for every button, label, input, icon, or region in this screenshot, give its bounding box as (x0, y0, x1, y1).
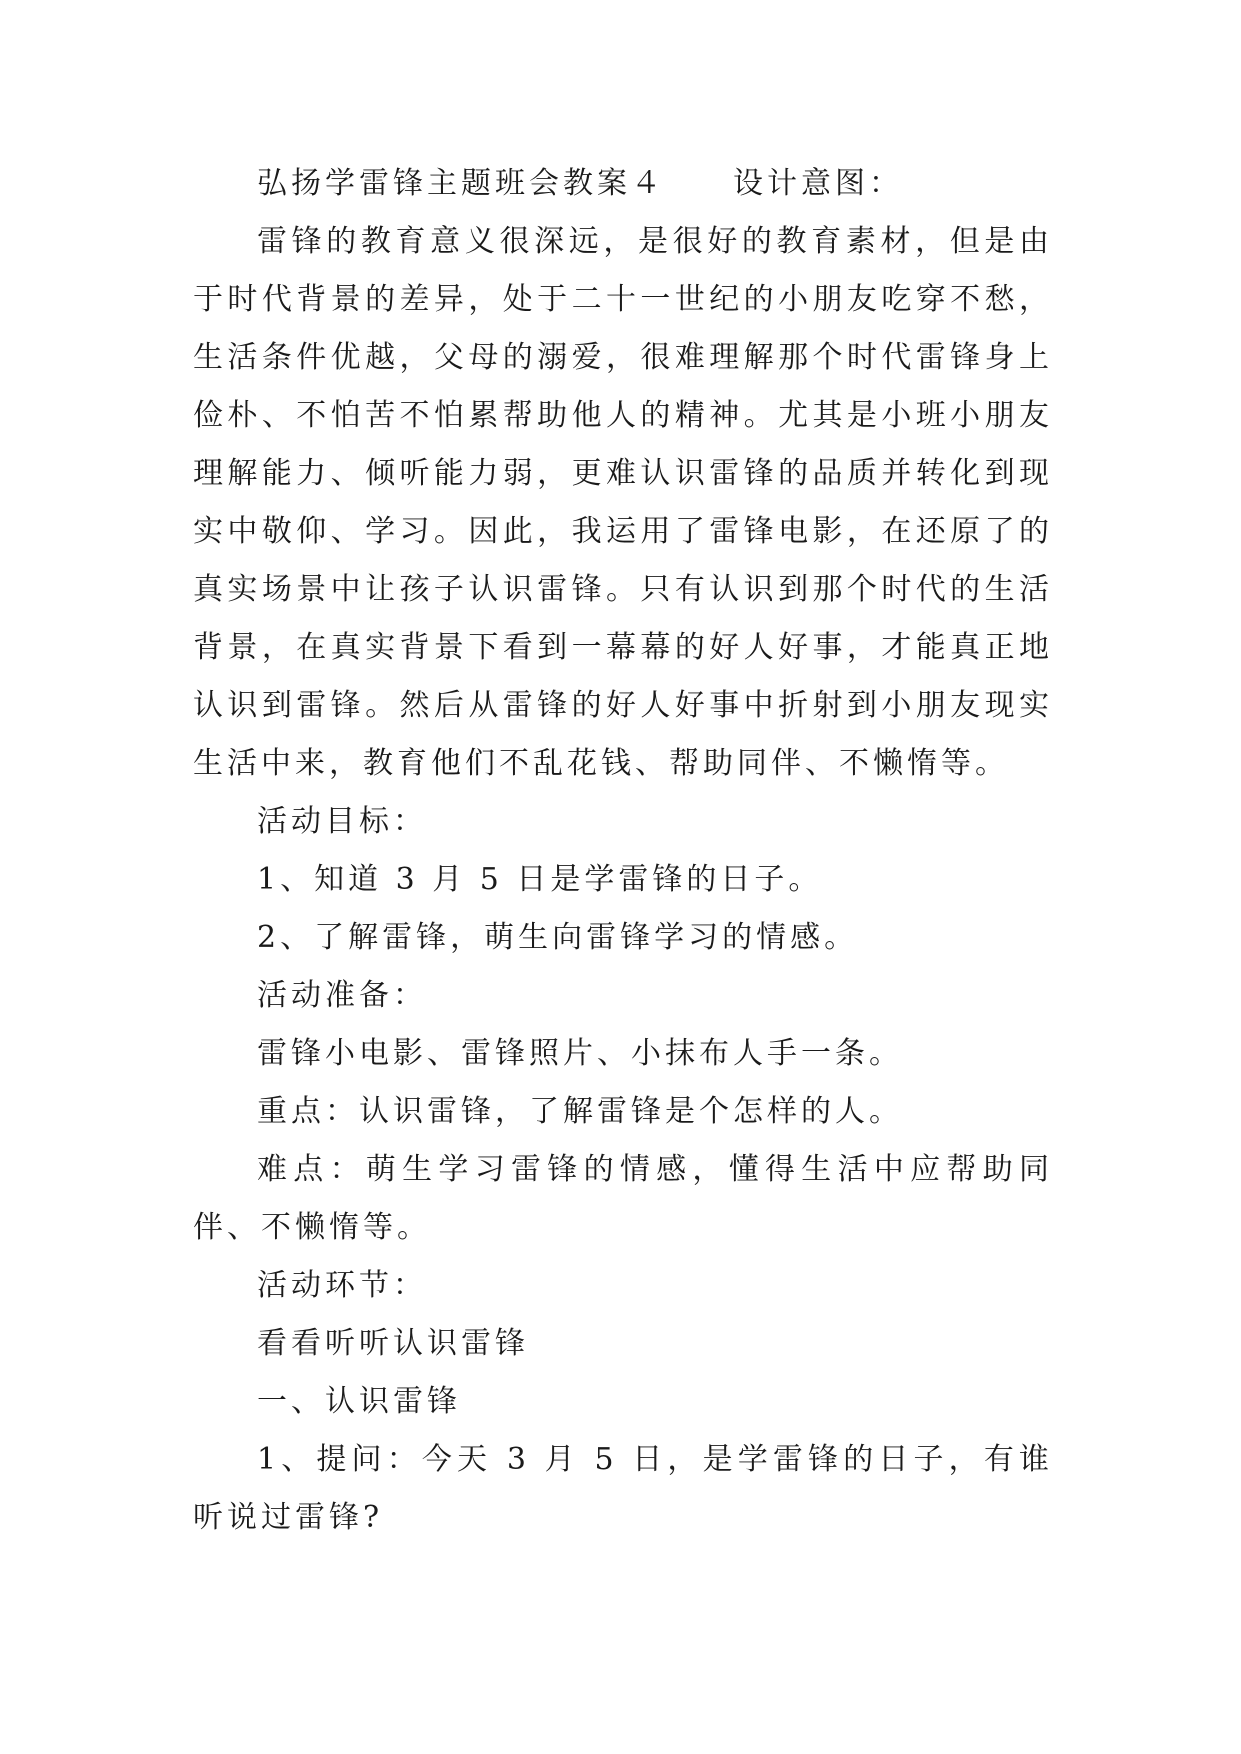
paragraph-preparation-heading: 活动准备： (257, 978, 427, 1013)
document-body (193, 155, 1053, 1547)
paragraph-design-intent: 雷锋的教育意义很深远，是很好的教育素材，但是由于时代背景的差异，处于二十一世纪的小朋友吃穿不愁，生活条件优越，父母的溺爱，很难理解那个时代雷锋身上俭朴、不怕苦不怕累帮助他人的精神。尤其是小班小朋友理解能力、倾听能力弱，更难认识雷锋的品质并转化到现实中敬仰、学习。因此，我运用了雷锋电影，在还原了的真实场景中让孩子认识雷锋。只有认识到那个时代的生活背景，在真实背景下看到一幕幕的好人好事，才能真正地认识到雷锋。然后从雷锋的好人好事中折射到小朋友现实生活中来，教育他们不乱花钱、帮助同伴、不懒惰等。 (193, 224, 1053, 781)
paragraph-activity-goals-heading: 活动目标： (257, 804, 427, 839)
paragraph-question-1: 1、提问：今天 3 月 5 日，是学雷锋的日子，有谁听说过雷锋? (193, 1442, 1053, 1535)
paragraph-difficulty: 难点：萌生学习雷锋的情感，懂得生活中应帮助同伴、不懒惰等。 (193, 1152, 1053, 1245)
paragraph-goal-2: 2、了解雷锋，萌生向雷锋学习的情感。 (257, 920, 859, 955)
paragraph-goal-1: 1、知道 3 月 5 日是学雷锋的日子。 (257, 862, 823, 897)
paragraph-section-one: 一、认识雷锋 (257, 1384, 461, 1419)
paragraph-step-title: 看看听听认识雷锋 (257, 1326, 529, 1361)
paragraph-preparation-items: 雷锋小电影、雷锋照片、小抹布人手一条。 (257, 1036, 903, 1071)
paragraph-key-point: 重点：认识雷锋，了解雷锋是个怎样的人。 (257, 1094, 903, 1129)
paragraph-activity-steps-heading: 活动环节： (257, 1268, 427, 1303)
document-title-line: 弘扬学雷锋主题班会教案４ 设计意图： (257, 166, 903, 201)
